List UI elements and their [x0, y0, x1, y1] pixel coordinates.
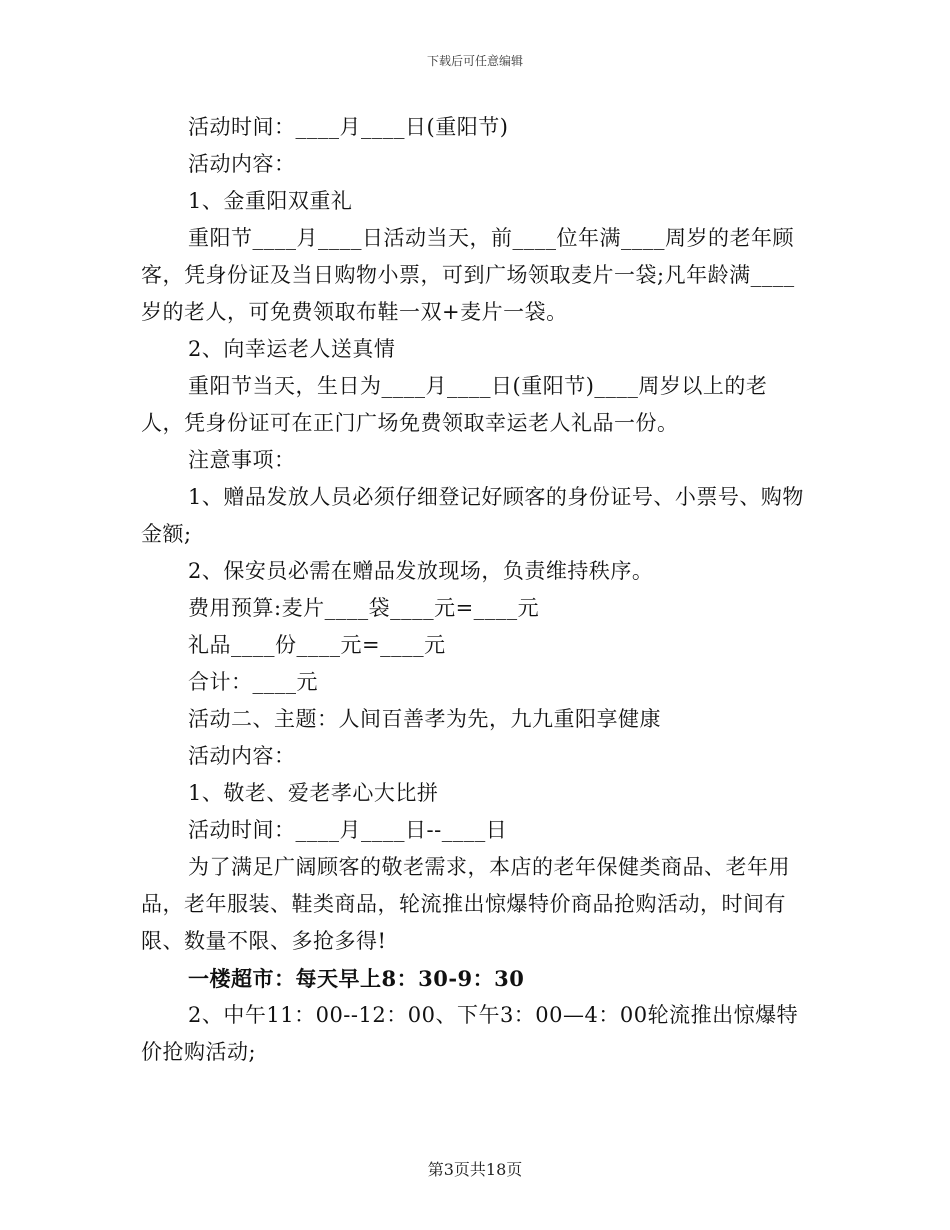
paragraph: 注意事项：: [188, 448, 296, 472]
paragraph: 2、保安员必需在赠品发放现场，负责维持秩序。: [188, 559, 654, 583]
document-body: [141, 109, 809, 1071]
paragraph: 重阳节____月____日活动当天，前____位年满____周岁的老年顾客，凭身份证及当日购物小票，可到广场领取麦片一袋;凡年龄满____岁的老人，可免费领取布鞋一双+麦片一袋。: [141, 226, 795, 324]
page-header: 下载后可任意编辑: [426, 54, 523, 68]
paragraph: 重阳节当天，生日为____月____日(重阳节)____周岁以上的老人，凭身份证可在正门广场免费领取幸运老人礼品一份。: [141, 374, 768, 435]
paragraph: 礼品____份____元=____元: [188, 633, 446, 657]
paragraph: 活动内容：: [188, 152, 296, 176]
paragraph: 2、向幸运老人送真情: [188, 337, 396, 361]
paragraph: 活动时间：____月____日--____日: [188, 818, 508, 842]
paragraph: 活动内容：: [188, 744, 296, 768]
paragraph: 2、中午11：00--12：00、下午3：00—4：00轮流推出惊爆特价抢购活动;: [141, 1003, 799, 1064]
paragraph: 活动时间：____月____日(重阳节): [188, 115, 509, 139]
paragraph: 费用预算:麦片____袋____元=____元: [188, 596, 540, 620]
paragraph: 为了满足广阔顾客的敬老需求，本店的老年保健类商品、老年用品，老年服装、鞋类商品，轮流推出惊爆特价商品抢购活动，时间有限、数量不限、多抢多得!: [141, 855, 790, 953]
paragraph: 1、赠品发放人员必须仔细登记好顾客的身份证号、小票号、购物金额;: [141, 485, 804, 546]
paragraph: 1、敬老、爱老孝心大比拼: [188, 781, 439, 805]
paragraph: 1、金重阳双重礼: [188, 189, 353, 213]
paragraph-bold: 一楼超市：每天早上8：30-9：30: [188, 966, 525, 991]
page-footer: 第3页共18页: [427, 1160, 523, 1179]
paragraph: 活动二、主题：人间百善孝为先，九九重阳享健康: [188, 707, 661, 731]
paragraph: 合计：____元: [188, 670, 318, 694]
